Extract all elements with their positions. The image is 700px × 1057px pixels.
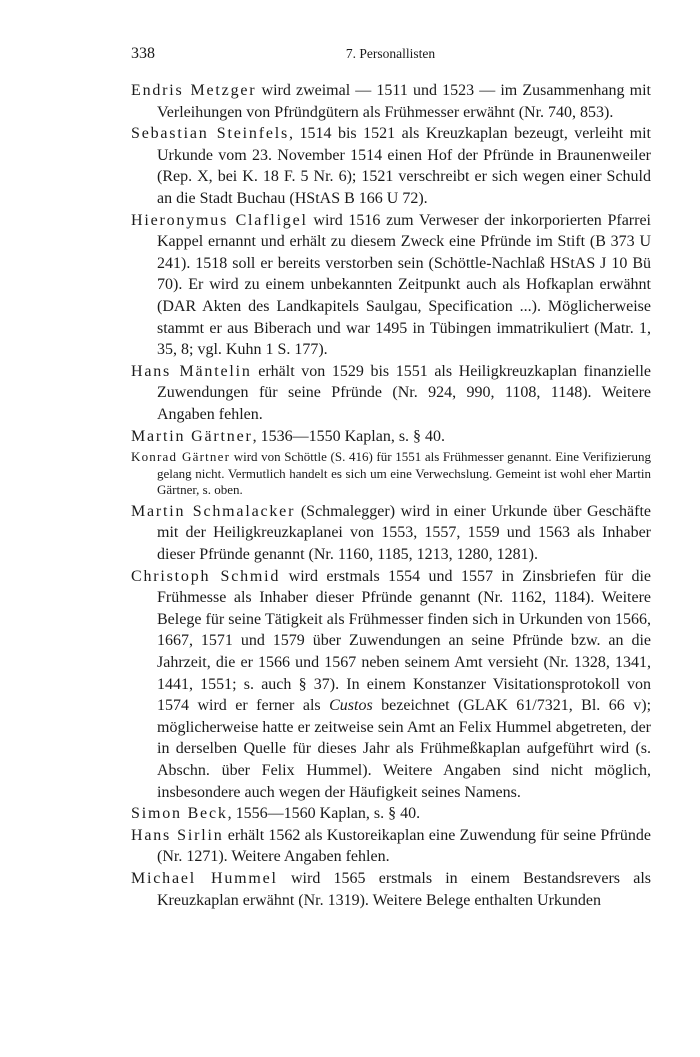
running-head: 7. Personallisten <box>345 46 436 61</box>
entry-text: , 1536—1550 Kaplan, s. § 40. <box>252 427 446 445</box>
entry-text: wird erstmals 1554 und 1557 in Zinsbriefen für die Frühmesse als Inhaber dieser Pfründe genannt (Nr. 1162, 1184). Weitere Belege für seine Tätigkeit als Frühmesser finden sich in Urkunden von 1566, 1667, 1571 und 1579 über Zuwendungen an seine Pfründe bzw. an die Jahrzeit, die er 1566 und 1567 neben seinem Amt versieht (Nr. 1328, 1341, 1441, 1551; s. auch § 37). In einem Konstanzer Visitationsprotokoll von 1574 wird er ferner als <box>157 567 652 715</box>
list-item <box>131 80 651 123</box>
person-name: Christoph Schmid <box>131 567 281 585</box>
person-name: Simon Beck <box>131 805 228 823</box>
person-name: Endris Metzger <box>131 82 257 99</box>
entry-list <box>131 80 651 911</box>
person-name: Konrad Gärtner <box>131 449 231 465</box>
entry-text: erhält 1562 als Kustoreikaplan eine Zuwendung für seine Pfründe (Nr. 1271). Weitere Angaben fehlen. <box>157 826 651 866</box>
list-item <box>131 825 651 868</box>
entry-text: , 1556—1560 Kaplan, s. § 40. <box>227 805 421 823</box>
list-item <box>131 868 651 911</box>
list-item <box>131 426 651 448</box>
person-name: Hieronymus Clafligel <box>131 211 308 229</box>
list-item <box>131 210 651 361</box>
list-item <box>131 501 651 566</box>
list-item <box>131 803 651 825</box>
entry-text-continued: bezeichnet (GLAK 61/7321, Bl. 66 v); möglicherweise hatte er zeitweise sein Amt an Felix Hummel abgetreten, der in derselben Quelle für dieses Jahr als Frühmeßkaplan aufgeführt wird (s. Abschn. über Felix Hummel). Weitere Angaben sind nicht möglich, insbesondere auch wegen der Häufigkeit seines Namens. <box>157 697 652 801</box>
italic-term: Custos <box>329 697 373 715</box>
person-name: Martin Schmalacker <box>131 502 296 520</box>
list-item <box>131 566 651 804</box>
entry-text: wird zweimal — 1511 und 1523 — im Zusammenhang mit Verleihungen von Pfründgütern als Frühmesser erwähnt (Nr. 740, 853). <box>157 82 651 121</box>
person-name: Martin Gärtner <box>131 427 253 445</box>
person-name: Hans Sirlin <box>131 826 224 844</box>
person-name: Sebastian Steinfels <box>131 125 289 143</box>
list-item <box>131 361 651 426</box>
entry-text: wird 1565 erstmals in einem Bestandsrevers als Kreuzkaplan erwähnt (Nr. 1319). Weitere Belege enthalten Urkunden <box>157 869 651 909</box>
entry-text: , 1514 bis 1521 als Kreuzkaplan bezeugt, verleiht mit Urkunde vom 23. November 1514 einen Hof der Pfründe in Braunenweiler (Rep. X, bei K. 18 F. 5 Nr. 6); 1521 verschreibt er sich wegen einer Schuld an die Stadt Buchau (HStAS B 166 U 72). <box>157 125 651 207</box>
page-header <box>131 45 650 67</box>
entry-text: wird von Schöttle (S. 416) für 1551 als Frühmesser genannt. Eine Verifizierung gelang nicht. Vermutlich handelt es sich um eine Verwechslung. Gemeint ist wohl eher Martin Gärtner, s. oben. <box>157 449 651 498</box>
list-item <box>131 123 651 209</box>
entry-text: (Schmalegger) wird in einer Urkunde über Geschäfte mit der Heiligkreuzkaplanei von 1553, 1557, 1559 und 1563 als Inhaber dieser Pfründe genannt (Nr. 1160, 1185, 1213, 1280, 1281). <box>157 502 651 564</box>
person-name: Hans Mäntelin <box>131 362 252 380</box>
person-name: Michael Hummel <box>131 869 278 887</box>
page-number: 338 <box>131 45 155 62</box>
entry-text: erhält von 1529 bis 1551 als Heiligkreuzkaplan finanzielle Zuwendungen für seine Pfründe (Nr. 924, 990, 1108, 1148). Weitere Angaben fehlen. <box>157 362 651 423</box>
list-item-note <box>131 449 651 499</box>
entry-text: wird 1516 zum Verweser der inkorporierten Pfarrei Kappel ernannt und erhält zu diesem Zweck eine Pfründe im Stift (B 373 U 241). 1518 soll er bereits verstorben sein (Schöttle-Nachlaß HStAS J 10 Bü 70). Er wird zu einem unbekannten Zeitpunkt auch als Hofkaplan erwähnt (DAR Akten des Landkapitels Saulgau, Specification ...). Möglicherweise stammt er aus Biberach und war 1495 in Tübingen immatrikuliert (Matr. 1, 35, 8; vgl. Kuhn 1 S. 177). <box>157 211 651 359</box>
